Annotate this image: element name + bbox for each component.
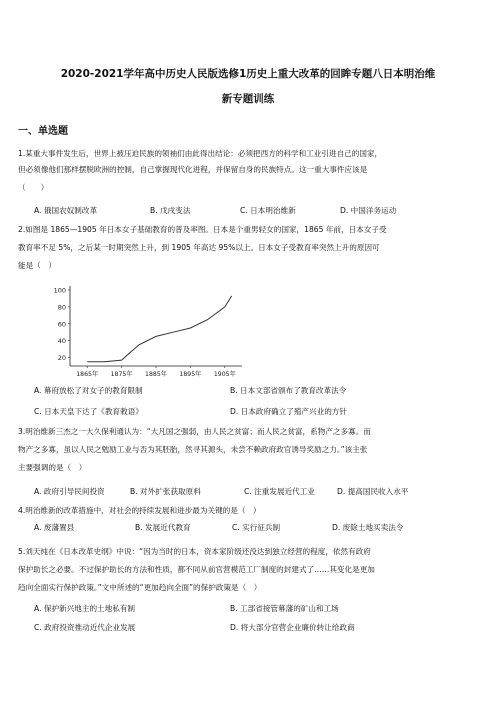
q2-option-b[interactable]: B. 日本文部省颁布了教育改革法令 xyxy=(230,386,347,395)
doc-title-line2: 新专题训练 xyxy=(221,93,275,105)
x-tick-label: 1865年 xyxy=(76,371,99,378)
x-tick-label: 1885年 xyxy=(145,371,167,378)
q3-option-b[interactable]: B. 对外扩张获取原料 xyxy=(130,487,201,496)
q1-option-c[interactable]: C. 日本明治维新 xyxy=(240,206,296,215)
q5-option-d[interactable]: D. 将大部分官营企业廉价转让给政商 xyxy=(230,623,355,632)
section-heading: 一、单选题 xyxy=(18,126,68,137)
x-tick-label: 1895年 xyxy=(179,371,202,378)
q4-option-a[interactable]: A. 废藩置县 xyxy=(34,523,75,532)
q5-line3: 趋向全面实行保护政策。”文中所述的“更加趋向全面”的保护政策是（ ） xyxy=(18,583,262,592)
q1-line2: 但必须像他们那样摆脱欧洲的控制，自己掌握现代化进程，并保留自身的民族特点。这一重大事件应该是 xyxy=(18,165,368,174)
q3-option-c[interactable]: C. 注重发展近代工业 xyxy=(244,487,315,496)
q3-line1: 3.明治维新三杰之一大久保利通认为：“大凡国之强弱，由人民之贫富；而人民之贫富，系物产之多寡。而 xyxy=(18,427,371,436)
q3-option-a[interactable]: A. 政府引导民间投资 xyxy=(34,487,105,496)
y-tick-label: 100 xyxy=(53,286,66,295)
q2-option-a[interactable]: A. 幕府放松了对女子的教育限制 xyxy=(34,386,143,395)
y-tick-label: 80 xyxy=(57,303,66,312)
q5-line2: 保护助长之必要。不过保护助长的方法和性质，都不同从前官营模范工厂制度的封建式了……其变化是更加 xyxy=(18,565,375,574)
q2-option-d[interactable]: D. 日本政府确立了殖产兴业的方针 xyxy=(230,407,347,416)
q2-line2: 教育率不足 5%，之后某一时期突然上升，到 1905 年高达 95%以上。日本女子受教育率突然上升的原因可 xyxy=(18,243,380,252)
y-tick-label: 20 xyxy=(57,354,66,363)
q5-option-c[interactable]: C. 政府投资推动近代企业发展 xyxy=(34,623,136,632)
x-tick-label: 1875年 xyxy=(110,371,133,378)
q4-option-b[interactable]: B. 发展近代教育 xyxy=(135,523,191,532)
q4-line1: 4.明治维新的改革措施中，对社会的持续发展和进步最为关键的是（ ） xyxy=(18,506,261,515)
q2-option-c[interactable]: C. 日本天皇下达了《教育敕语》 xyxy=(34,407,143,416)
q5-option-a[interactable]: A. 保护新兴地主的土地私有制 xyxy=(34,604,136,613)
enrollment-series-line xyxy=(87,296,232,362)
q1-line1: 1.某重大事件发生后，世界上被压迫民族的领袖们由此得出结论：必须把西方的科学和工业引进自己的国家， xyxy=(18,149,383,158)
y-tick-label: 60 xyxy=(57,320,66,329)
q3-line2: 物产之多寡，虽以人民之勉励工业与否为其胚胎，然寻其源头，未尝不赖政府政官诱导奖励之力。”该主张 xyxy=(18,445,368,454)
q3-line3: 主要强调的是（ ） xyxy=(18,463,87,472)
q1-line3: （ ） xyxy=(18,183,49,192)
q1-option-a[interactable]: A. 俄国农奴制改革 xyxy=(34,206,98,215)
q1-option-d[interactable]: D. 中国洋务运动 xyxy=(340,206,397,215)
x-tick-label: 1905年 xyxy=(213,371,236,378)
y-tick-label: 40 xyxy=(57,337,66,346)
enrollment-line-chart xyxy=(46,284,246,382)
q1-option-b[interactable]: B. 戊戌变法 xyxy=(150,206,191,215)
doc-title-line1: 2020-2021学年高中历史人民版选修1历史上重大改革的回眸专题八日本明治维 xyxy=(60,68,436,80)
q4-option-c[interactable]: C. 实行征兵制 xyxy=(232,523,281,532)
q5-line1: 5.刘天纯在《日本改革史纲》中说：“因为当时的日本，资本家阶级还没达到独立经营的程度，依然有政府 xyxy=(18,547,371,556)
q4-option-d[interactable]: D. 废除土地买卖法令 xyxy=(332,523,404,532)
q3-option-d[interactable]: D. 提高国民收入水平 xyxy=(337,487,409,496)
q5-option-b[interactable]: B. 工部省接管幕藩的矿山和工场 xyxy=(230,604,339,613)
q2-line3: 能是（ ） xyxy=(18,261,56,270)
q2-line1: 2.如图是 1865—1905 年日本女子基础教育的普及率图。日本是个重男轻女的国家，1865 年前，日本女子受 xyxy=(18,225,387,234)
